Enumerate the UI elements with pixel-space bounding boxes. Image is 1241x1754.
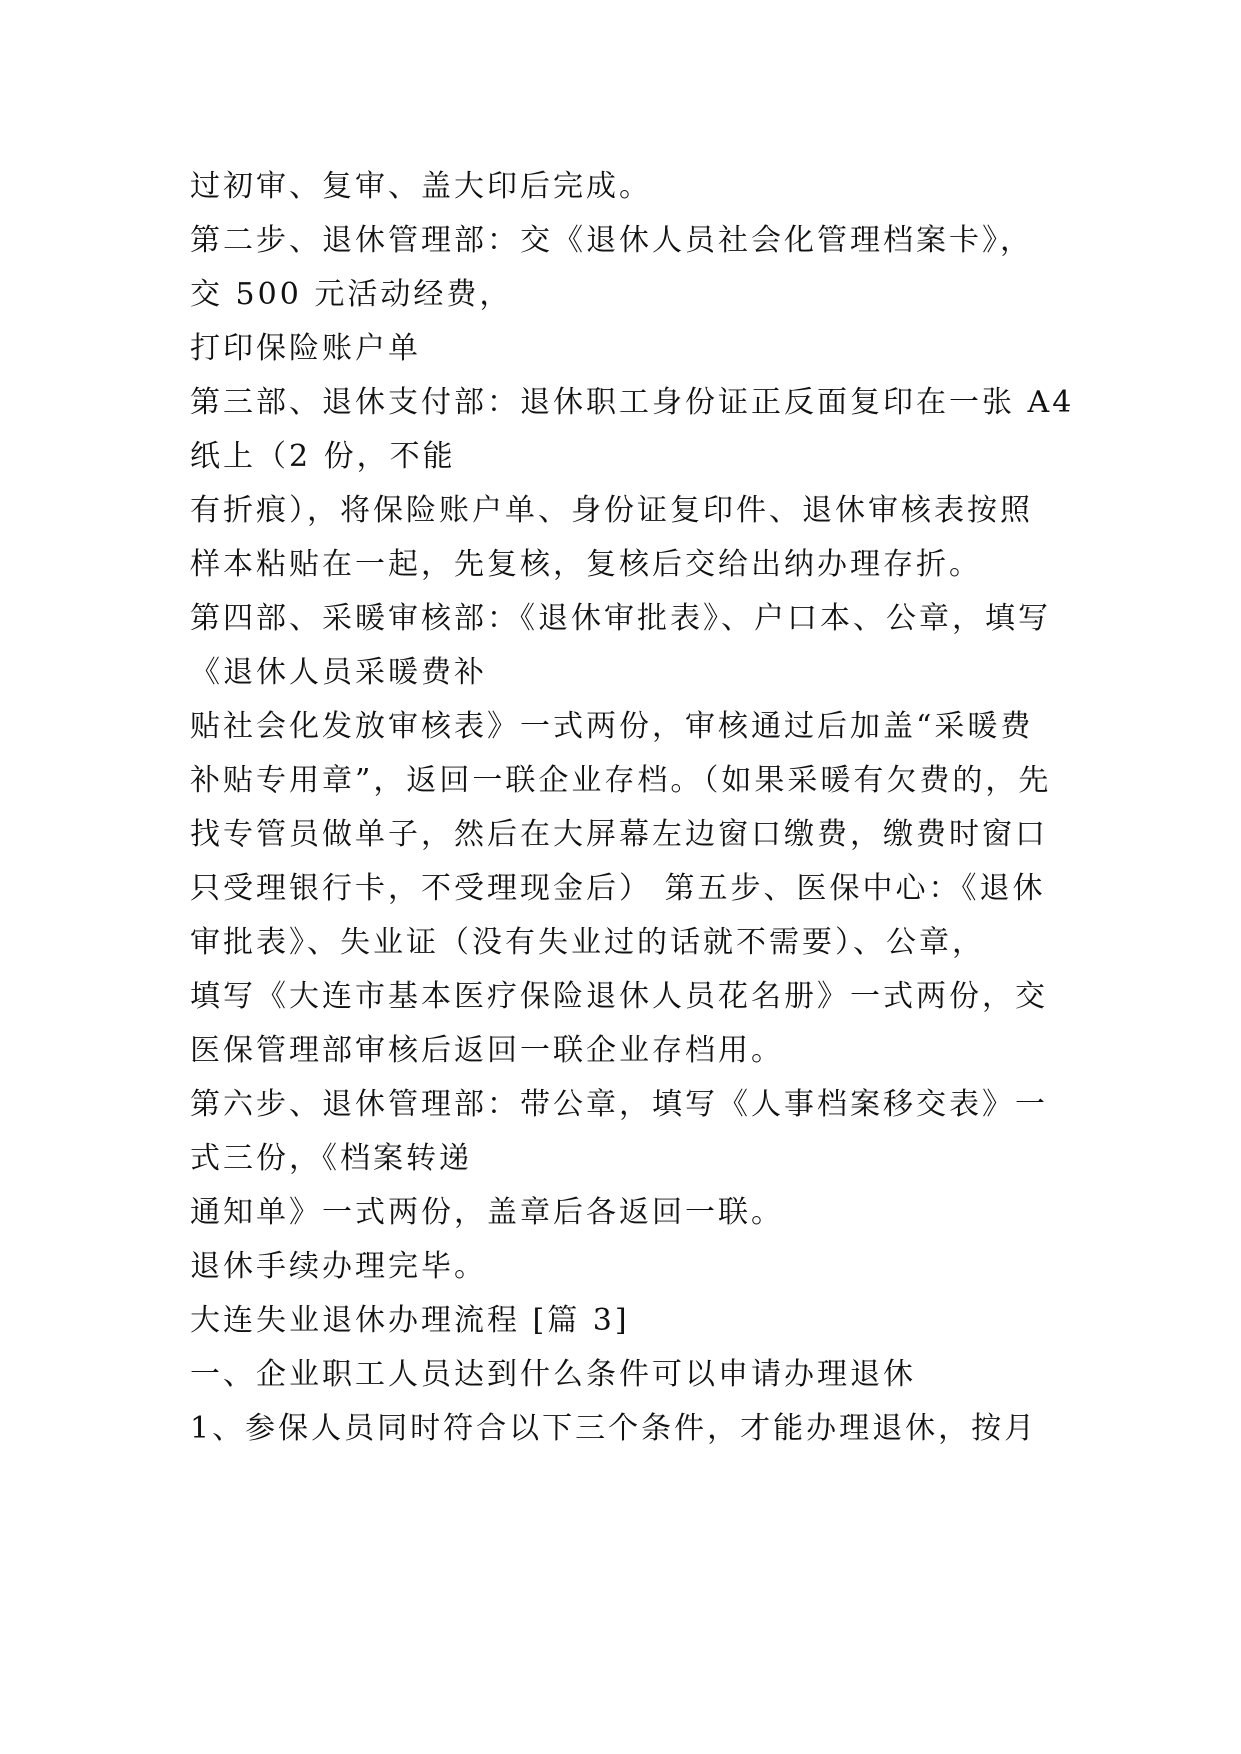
text-line: 交 500 元活动经费， — [190, 277, 513, 312]
text-line: 式三份，《档案转递 — [190, 1141, 472, 1176]
text-line: 第四部、采暖审核部：《退休审批表》、户口本、公章，填写 — [190, 601, 1051, 636]
text-line: 纸上（2 份，不能 — [190, 439, 456, 474]
text-line: 填写《大连市基本医疗保险退休人员花名册》一式两份，交 — [190, 979, 1048, 1014]
text-line: 打印保险账户单 — [190, 331, 421, 366]
text-line: 退休手续办理完毕。 — [190, 1249, 487, 1284]
section-heading: 大连失业退休办理流程 [篇 3] — [190, 1303, 630, 1338]
text-line: 第六步、退休管理部：带公章，填写《人事档案移交表》一 — [190, 1087, 1048, 1122]
text-line: 第二步、退休管理部：交《退休人员社会化管理档案卡》， — [190, 223, 1033, 258]
text-line: 过初审、复审、盖大印后完成。 — [190, 169, 652, 204]
text-line: 审批表》、失业证（没有失业过的话就不需要）、公章， — [190, 925, 985, 960]
text-line: 有折痕），将保险账户单、身份证复印件、退休审核表按照 — [190, 493, 1033, 528]
text-line: 样本粘贴在一起，先复核，复核后交给出纳办理存折。 — [190, 547, 982, 582]
text-line: 找专管员做单子，然后在大屏幕左边窗口缴费，缴费时窗口 — [190, 817, 1048, 852]
text-line: 《退休人员采暖费补 — [190, 655, 487, 690]
text-line: 第三部、退休支付部：退休职工身份证正反面复印在一张 A4 — [190, 385, 1075, 420]
document-body — [190, 160, 1075, 1456]
text-line: 补贴专用章”，返回一联企业存档。（如果采暖有欠费的，先 — [190, 763, 1052, 798]
text-line: 医保管理部审核后返回一联企业存档用。 — [190, 1033, 784, 1068]
text-line: 贴社会化发放审核表》一式两份，审核通过后加盖“采暖费 — [190, 709, 1034, 744]
text-line: 只受理银行卡，不受理现金后） 第五步、医保中心：《退休 — [190, 871, 1046, 906]
text-line: 一、企业职工人员达到什么条件可以申请办理退休 — [190, 1357, 916, 1392]
text-line: 1、参保人员同时符合以下三个条件，才能办理退休，按月 — [190, 1411, 1038, 1446]
text-line: 通知单》一式两份，盖章后各返回一联。 — [190, 1195, 784, 1230]
